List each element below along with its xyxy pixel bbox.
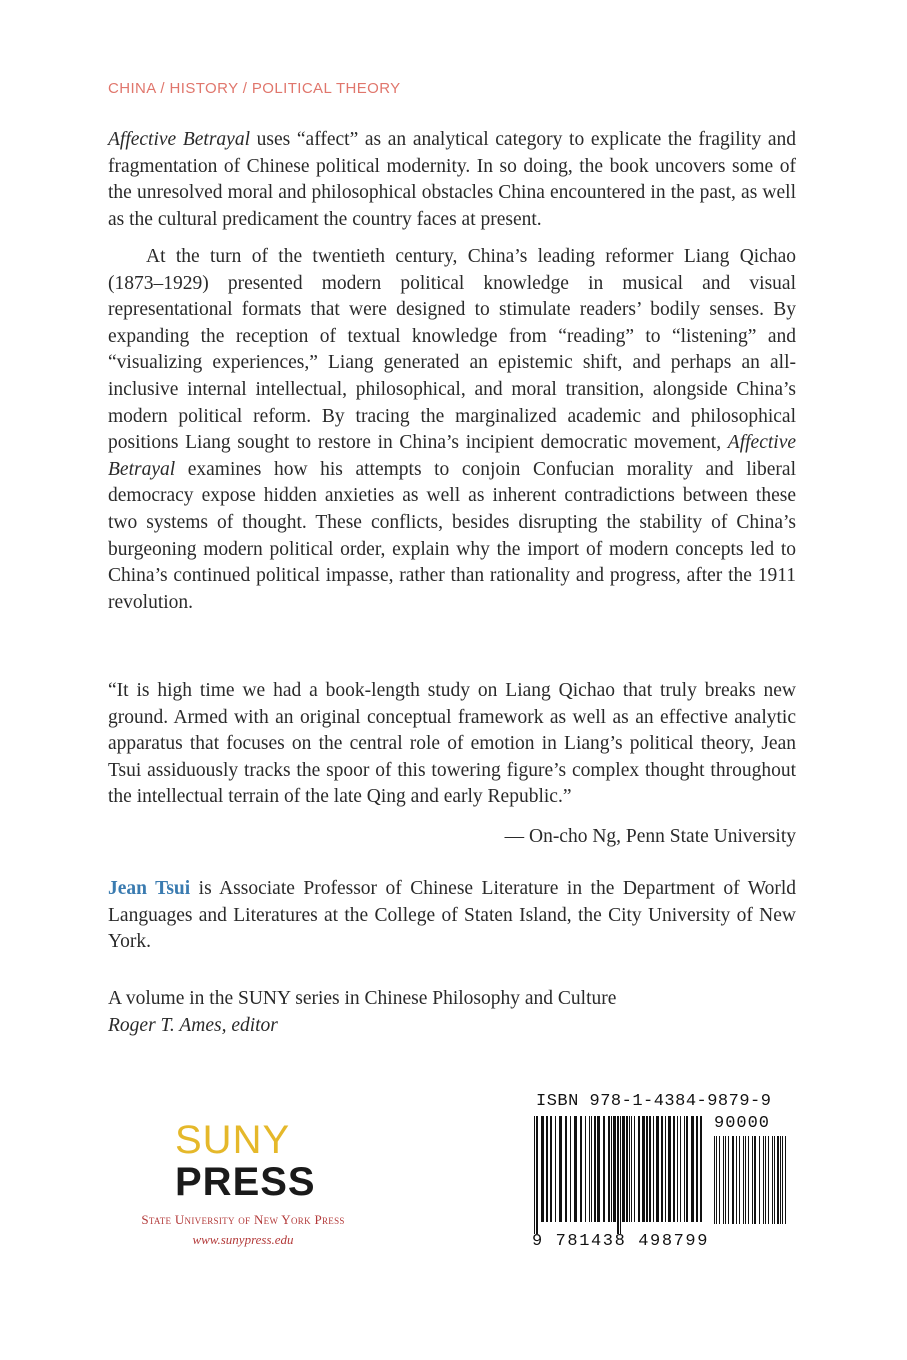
barcode-bar [550,1116,552,1222]
barcode-bar [622,1116,625,1222]
category-label: CHINA / HISTORY / POLITICAL THEORY [108,80,401,97]
barcode-bar [649,1116,651,1222]
description-text: examines how his attempts to conjoin Confucian morality and liberal democracy expose hidden anxieties as well as inherent contradictions between these two systems of thought. These conflicts, besides disrupting the stability of China’s burgeoning modern political order, explain why the import of modern concepts led to China’s continued political impasse, rather than rationality and progress, after the 1911 revolution. [108,458,796,613]
barcode-bar [763,1136,764,1224]
barcode-bar [714,1136,715,1224]
barcode-bar [603,1116,605,1222]
barcode-bar [680,1116,681,1222]
description-paragraph-1 [108,127,796,233]
barcode-bar [559,1116,562,1222]
publisher-url: www.sunypress.edu [192,1232,294,1247]
barcode-bar [696,1116,698,1222]
barcode-bar [728,1136,729,1224]
description-text: At the turn of the twentieth century, China’s leading reformer Liang Qichao (1873–1929) presented modern political knowledge in musical and visual representational formats that were designed to stimulate readers’ bodily senses. By expanding the reception of textual knowledge from “reading” to “listening” and “visualizing experiences,” Liang generated an epistemic shift, and perhaps an all-inclusive internal intellectual, philosophical, and moral transition, alongside China’s modern political reform. By tracing the marginalized academic and philosophical positions Liang sought to restore in China’s incipient democratic movement, [108,246,796,454]
barcode-bar [765,1136,766,1224]
barcode-bar [620,1116,621,1234]
barcode-bar [732,1136,734,1224]
barcode-bar [589,1116,590,1222]
barcode-bar [634,1116,635,1222]
barcode-bar [673,1116,675,1222]
barcode-icon [532,1116,704,1234]
suny-press-logo [108,1120,378,1260]
barcode-bar [594,1116,596,1222]
barcode-bar [780,1136,781,1224]
barcode-bar [745,1136,746,1224]
barcode-bar [608,1116,610,1222]
barcode-bar [665,1116,666,1222]
description-paragraph-2 [108,244,796,616]
barcode-bar [536,1116,538,1234]
barcode-bar [638,1116,640,1222]
barcode-bar [585,1116,586,1222]
logo-press-text: PRESS [175,1160,316,1204]
endorsement-quote: “It is high time we had a book-length study on Liang Qichao that truly breaks new ground. Armed with an original conceptual framework as well as an effective analytic apparatus that focuses on the central role of emotion in Liang’s political theory, Jean Tsui assiduously tracks the spoor of this towering figure’s complex thought throughout the intellectual terrain of the late Qing and early Republic.” [108,680,796,808]
author-bio-text: is Associate Professor of Chinese Literature in the Department of World Languages and Literatures at the College of Staten Island, the City University of New York. [108,878,797,953]
barcode-bar [611,1116,612,1222]
ean-digits: 9 781438 498799 [532,1232,710,1251]
barcode-bar [591,1116,592,1222]
barcode-bar [631,1116,632,1222]
barcode-bar [684,1116,685,1222]
barcode-bar [613,1116,616,1222]
barcode-bar [642,1116,645,1222]
addon-barcode-icon [712,1136,792,1254]
barcode-bar [656,1116,659,1222]
book-title: Affective Betrayal [108,129,251,150]
barcode-bar [716,1136,717,1224]
book-title: Affective Betrayal [108,432,796,480]
barcode-bar [597,1116,600,1222]
barcode-bar [574,1116,577,1222]
series-line: A volume in the SUNY series in Chinese Philosophy and Culture [108,988,617,1009]
barcode-bar [739,1136,740,1224]
barcode-bar [754,1136,756,1224]
barcode-bar [759,1136,760,1224]
barcode-bar [736,1136,737,1224]
description-text: uses “affect” as an analytical category to explicate the fragility and fragmentation of Chinese political modernity. In so doing, the book uncovers some of the unresolved moral and philosophical obstacles China encountered in the past, as well as the cultural predicament the country faces at present. [108,129,796,230]
barcode-bar [785,1136,786,1224]
logo-suny-text: SUNY [175,1118,291,1162]
barcode-bar [752,1136,753,1224]
barcode-bar [555,1116,556,1222]
barcode-bar [646,1116,648,1222]
barcode-bar [570,1116,571,1222]
barcode-bar [653,1116,654,1222]
isbn-barcode-block [532,1092,796,1257]
barcode-bar [580,1116,582,1222]
barcode-bar [719,1136,720,1224]
barcode-bar [534,1116,535,1234]
barcode-bar [677,1116,678,1222]
barcode-bar [777,1136,779,1224]
series-note [108,986,796,1039]
barcode-bar [691,1116,694,1222]
barcode-bar [629,1116,630,1222]
series-editor: Roger T. Ames, editor [108,1014,278,1036]
barcode-bar [626,1116,628,1222]
barcode-bar [541,1116,544,1222]
price-code: 90000 [714,1114,771,1133]
barcode-bar [772,1136,773,1224]
barcode-bar [725,1136,726,1224]
barcode-bar [743,1136,744,1224]
barcode-bar [686,1116,688,1222]
barcode-bar [723,1136,724,1224]
barcode-bar [774,1136,775,1224]
barcode-bar [700,1116,702,1222]
barcode-bar [748,1136,749,1224]
barcode-bar [768,1136,769,1224]
author-bio [108,876,796,956]
isbn-label: ISBN 978-1-4384-9879-9 [536,1092,772,1111]
author-name: Jean Tsui [108,878,191,899]
barcode-bar [546,1116,548,1222]
publisher-name: State University of New York Press [141,1212,345,1227]
barcode-bar [661,1116,663,1222]
endorsement-attribution: — On-cho Ng, Penn State University [504,826,796,847]
barcode-bar [668,1116,671,1222]
barcode-bar [565,1116,567,1222]
barcode-bar [617,1116,619,1234]
barcode-bar [782,1136,783,1224]
